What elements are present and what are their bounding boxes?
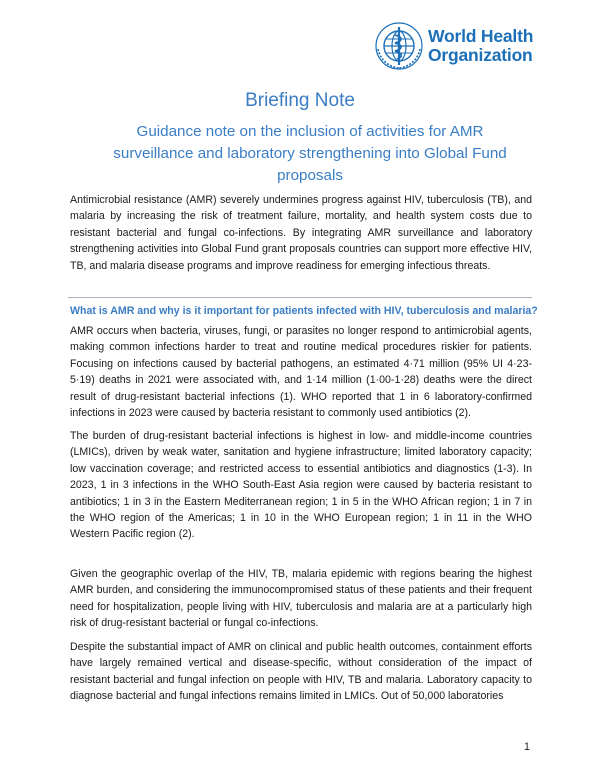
document-title: Briefing Note xyxy=(245,90,355,111)
document-subtitle: Guidance note on the inclusion of activities for AMR surveillance and laboratory strengthening into Global Fund proposals xyxy=(113,123,507,184)
organization-name-line1: World Health xyxy=(428,26,534,46)
section-divider xyxy=(68,297,532,298)
page-number: 1 xyxy=(524,741,530,753)
body-paragraph: Despite the substantial impact of AMR on clinical and public health outcomes, containment efforts have largely remained vertical and disease-specific, without consideration of the impact of resistant bacterial and fungal infection on people with HIV, TB and malaria. Laboratory capacity to diagnose bacterial and fungal infections remains limited in LMICs. Out of 50,000 laboratories xyxy=(70,641,532,703)
body-paragraph: AMR occurs when bacteria, viruses, fungi, or parasites no longer respond to antimicrobial agents, making common infections harder to treat and routine medical procedures riskier for patients. Focusing on infections caused by bacterial pathogens, an estimated 4·71 million (95% UI 4·23-5·19) deaths in 2021 were associated with, and 1·14 million (1·00-1·28) deaths were the direct result of drug-resistant bacterial infections (1). WHO reported that 1 in 6 laboratory-confirmed infections in 2023 were caused by bacteria resistant to commonly used antibiotics (2). xyxy=(70,325,532,420)
body-paragraph: The burden of drug-resistant bacterial infections is highest in low- and middle-income countries (LMICs), driven by weak water, sanitation and hygiene infrastructure; limited laboratory capacity; low vaccination coverage; and restricted access to essential antibiotics and diagnostics (1-3). In 2023, 1 in 3 infections in the WHO South-East Asia region were caused by bacteria resistant to antibiotics; 1 in 3 in the Eastern Mediterranean region; 1 in 5 in the WHO African region; 1 in 7 in the WHO region of the Americas; 1 in 10 in the WHO European region; 1 in 11 in the WHO Western Pacific region (2). xyxy=(70,430,532,541)
section-heading: What is AMR and why is it important for patients infected with HIV, tuberculosis and malaria? xyxy=(70,305,538,317)
organization-name xyxy=(428,27,533,65)
organization-name-line2: Organization xyxy=(428,45,533,65)
who-emblem-icon xyxy=(374,21,424,71)
intro-paragraph: Antimicrobial resistance (AMR) severely undermines progress against HIV, tuberculosis (TB), and malaria by increasing the risk of treatment failure, mortality, and health system costs due to resistant bacterial and fungal co-infections. By integrating AMR surveillance and laboratory strengthening activities into Global Fund grant proposals countries can support more effective HIV, TB, and malaria disease programs and improve readiness for emerging infectious threats. xyxy=(70,194,532,272)
who-logo xyxy=(374,21,533,71)
body-paragraph: Given the geographic overlap of the HIV, TB, malaria epidemic with regions bearing the highest AMR burden, and considering the immunocompromised status of these patients and their frequent need for hospitalization, people living with HIV, tuberculosis and malaria are at a particularly high risk of drug-resistant bacterial or fungal co-infections. xyxy=(70,568,532,630)
